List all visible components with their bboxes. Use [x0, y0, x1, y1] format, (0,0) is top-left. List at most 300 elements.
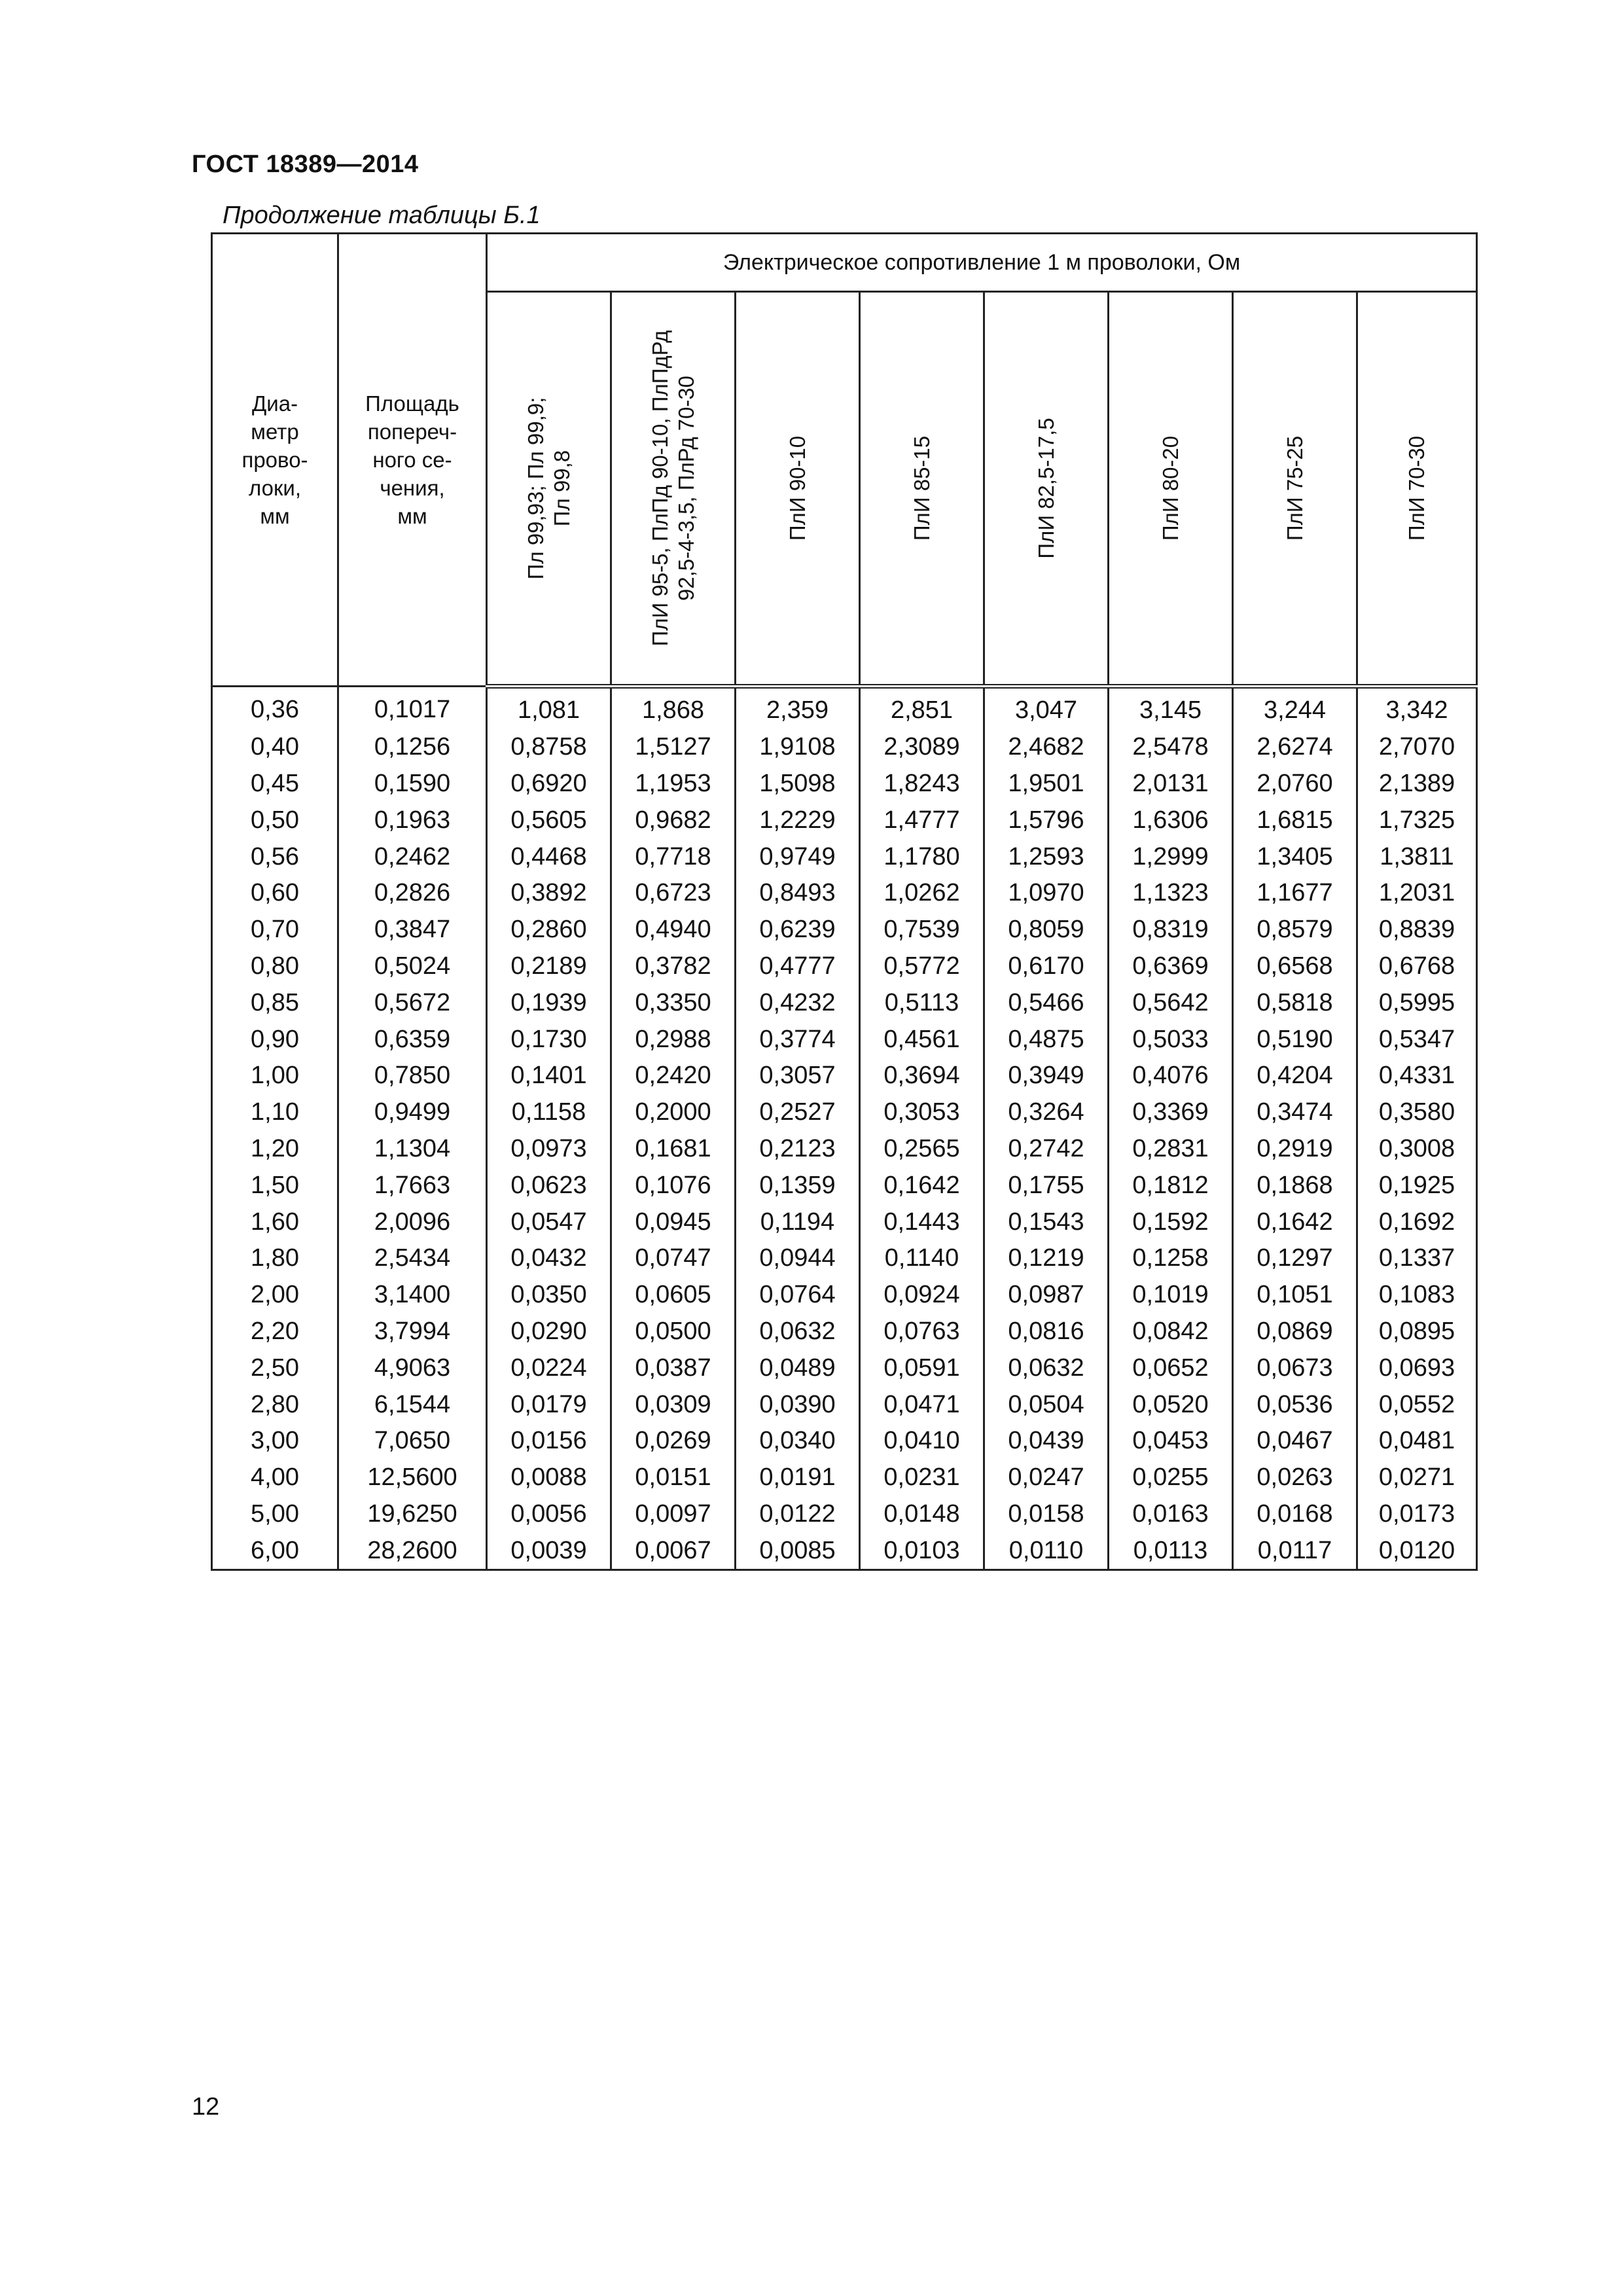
table-cell: 0,6170 [984, 948, 1109, 985]
table-row [212, 1094, 1477, 1131]
table-cell: 1,1677 [1233, 875, 1357, 912]
table-cell: 0,0191 [736, 1460, 860, 1496]
table-cell: 0,7850 [338, 1058, 487, 1094]
table-cell: 1,3405 [1233, 838, 1357, 875]
table-cell: 0,8579 [1233, 912, 1357, 948]
table-cell: 0,36 [212, 687, 338, 729]
header-alloy-line: ПлИ 90-10 [785, 435, 810, 541]
table-cell: 0,1297 [1233, 1240, 1357, 1277]
table-cell: 0,0632 [984, 1350, 1109, 1386]
table-cell: 0,0097 [611, 1496, 736, 1533]
header-alloy-label [785, 305, 811, 672]
header-area [338, 234, 487, 687]
table-cell: 1,868 [611, 687, 736, 729]
table-cell: 1,2229 [736, 802, 860, 838]
table-cell: 4,00 [212, 1460, 338, 1496]
header-alloy-line: ПлИ 95-5, ПлПд 90-10, ПлПдРд [647, 330, 672, 647]
table-cell: 2,359 [736, 687, 860, 729]
table-cell: 0,0489 [736, 1350, 860, 1386]
header-alloy-4 [860, 292, 984, 687]
table-cell: 0,0673 [1233, 1350, 1357, 1386]
table-row [212, 1204, 1477, 1240]
table-cell: 3,1400 [338, 1277, 487, 1314]
table-cell: 0,40 [212, 729, 338, 766]
table-cell: 0,0591 [860, 1350, 984, 1386]
table-cell: 0,1642 [1233, 1204, 1357, 1240]
table-cell: 6,00 [212, 1532, 338, 1570]
table-cell: 2,50 [212, 1350, 338, 1386]
table-row [212, 1386, 1477, 1423]
table-cell: 0,0173 [1357, 1496, 1477, 1533]
table-cell: 0,0039 [487, 1532, 611, 1570]
table-cell: 0,0168 [1233, 1496, 1357, 1533]
table-cell: 0,8493 [736, 875, 860, 912]
table-cell: 0,1681 [611, 1131, 736, 1168]
table-cell: 0,5033 [1109, 1021, 1233, 1058]
table-cell: 0,0340 [736, 1423, 860, 1460]
table-cell: 3,7994 [338, 1314, 487, 1350]
table-cell: 0,0290 [487, 1314, 611, 1350]
table-cell: 0,0764 [736, 1277, 860, 1314]
table-cell: 1,0262 [860, 875, 984, 912]
table-cell: 6,1544 [338, 1386, 487, 1423]
header-alloy-2 [611, 292, 736, 687]
table-cell: 1,081 [487, 687, 611, 729]
table-cell: 0,8839 [1357, 912, 1477, 948]
table-cell: 0,4076 [1109, 1058, 1233, 1094]
table-cell: 0,1812 [1109, 1167, 1233, 1204]
table-cell: 0,45 [212, 766, 338, 802]
table-row [212, 1423, 1477, 1460]
table-cell: 0,0471 [860, 1386, 984, 1423]
table-row [212, 912, 1477, 948]
table-cell: 0,1359 [736, 1167, 860, 1204]
table-cell: 19,6250 [338, 1496, 487, 1533]
table-cell: 0,4468 [487, 838, 611, 875]
table-cell: 0,6920 [487, 766, 611, 802]
table-cell: 0,4204 [1233, 1058, 1357, 1094]
table-caption: Продолжение таблицы Б.1 [223, 202, 541, 229]
table-cell: 0,1939 [487, 984, 611, 1021]
header-alloy-label [1033, 305, 1060, 672]
table-cell: 2,0131 [1109, 766, 1233, 802]
header-area-line: попереч- [367, 420, 457, 444]
header-alloy-3 [736, 292, 860, 687]
table-cell: 0,9499 [338, 1094, 487, 1131]
table-cell: 1,0970 [984, 875, 1109, 912]
header-area-line: мм [397, 504, 427, 528]
table-cell: 2,6274 [1233, 729, 1357, 766]
header-alloy-line: Пл 99,8 [549, 450, 574, 527]
table-cell: 0,5347 [1357, 1021, 1477, 1058]
header-area-line: Площадь [365, 391, 459, 416]
table-cell: 0,1642 [860, 1167, 984, 1204]
table-cell: 2,851 [860, 687, 984, 729]
table-row [212, 1131, 1477, 1168]
table-cell: 0,6723 [611, 875, 736, 912]
table-cell: 2,0096 [338, 1204, 487, 1240]
table-cell: 0,2831 [1109, 1131, 1233, 1168]
table-cell: 0,5024 [338, 948, 487, 985]
table-cell: 0,0547 [487, 1204, 611, 1240]
header-diameter-line: Диа- [251, 391, 298, 416]
table-cell: 1,1953 [611, 766, 736, 802]
table-cell: 0,0467 [1233, 1423, 1357, 1460]
table-cell: 0,0110 [984, 1532, 1109, 1570]
table-cell: 0,6359 [338, 1021, 487, 1058]
header-alloy-7 [1233, 292, 1357, 687]
header-alloy-line: 92,5-4-3,5, ПлРд 70-30 [673, 376, 698, 601]
table-cell: 0,0439 [984, 1423, 1109, 1460]
table-cell: 0,0120 [1357, 1532, 1477, 1570]
table-cell: 0,2189 [487, 948, 611, 985]
table-cell: 0,1963 [338, 802, 487, 838]
table-cell: 0,0056 [487, 1496, 611, 1533]
page-number: 12 [192, 2093, 220, 2121]
table-cell: 1,10 [212, 1094, 338, 1131]
table-cell: 1,2593 [984, 838, 1109, 875]
table-cell: 0,5995 [1357, 984, 1477, 1021]
table-cell: 1,1323 [1109, 875, 1233, 912]
table-cell: 0,0973 [487, 1131, 611, 1168]
table-cell: 0,0067 [611, 1532, 736, 1570]
table-cell: 0,80 [212, 948, 338, 985]
header-alloy-line: ПлИ 85-15 [909, 435, 934, 541]
table-cell: 1,1780 [860, 838, 984, 875]
header-alloy-label [1404, 305, 1430, 672]
table-cell: 0,3580 [1357, 1094, 1477, 1131]
header-alloy-1 [487, 292, 611, 687]
table-cell: 0,7539 [860, 912, 984, 948]
header-alloy-line: ПлИ 75-25 [1282, 435, 1307, 541]
header-diameter [212, 234, 338, 687]
header-alloy-label [909, 305, 935, 672]
table-cell: 0,1019 [1109, 1277, 1233, 1314]
table-cell: 0,1755 [984, 1167, 1109, 1204]
table-cell: 0,5672 [338, 984, 487, 1021]
table-cell: 0,9749 [736, 838, 860, 875]
header-alloy-line: ПлИ 70-30 [1404, 435, 1429, 541]
table-cell: 0,3847 [338, 912, 487, 948]
table-cell: 0,5605 [487, 802, 611, 838]
table-cell: 0,0504 [984, 1386, 1109, 1423]
table-cell: 0,70 [212, 912, 338, 948]
table-cell: 0,1051 [1233, 1277, 1357, 1314]
table-cell: 0,2462 [338, 838, 487, 875]
table-cell: 1,5098 [736, 766, 860, 802]
table-cell: 0,0605 [611, 1277, 736, 1314]
table-cell: 0,0085 [736, 1532, 860, 1570]
table-cell: 0,1443 [860, 1204, 984, 1240]
table-cell: 7,0650 [338, 1423, 487, 1460]
table-cell: 0,4777 [736, 948, 860, 985]
table-cell: 0,0309 [611, 1386, 736, 1423]
table-cell: 0,2000 [611, 1094, 736, 1131]
table-cell: 0,60 [212, 875, 338, 912]
header-resistance-group: Электрическое сопротивление 1 м проволоки, Ом [487, 234, 1477, 292]
table-cell: 0,0987 [984, 1277, 1109, 1314]
table-cell: 0,0350 [487, 1277, 611, 1314]
table-row [212, 1021, 1477, 1058]
table-cell: 0,0088 [487, 1460, 611, 1496]
table-cell: 0,1543 [984, 1204, 1109, 1240]
table-cell: 0,4232 [736, 984, 860, 1021]
table-cell: 0,3949 [984, 1058, 1109, 1094]
table-cell: 2,20 [212, 1314, 338, 1350]
table-cell: 0,3782 [611, 948, 736, 985]
table-cell: 0,0271 [1357, 1460, 1477, 1496]
table-cell: 0,1219 [984, 1240, 1109, 1277]
table-cell: 0,1592 [1109, 1204, 1233, 1240]
table-cell: 0,1692 [1357, 1204, 1477, 1240]
header-alloy-5 [984, 292, 1109, 687]
table-cell: 0,1337 [1357, 1240, 1477, 1277]
table-cell: 0,4940 [611, 912, 736, 948]
table-cell: 0,0158 [984, 1496, 1109, 1533]
table-cell: 0,56 [212, 838, 338, 875]
table-cell: 0,1401 [487, 1058, 611, 1094]
table-cell: 0,0163 [1109, 1496, 1233, 1533]
header-alloy-label [647, 305, 700, 672]
table-row [212, 766, 1477, 802]
table-cell: 0,0387 [611, 1350, 736, 1386]
table-cell: 0,8059 [984, 912, 1109, 948]
table-cell: 0,3264 [984, 1094, 1109, 1131]
table-row [212, 1058, 1477, 1094]
header-alloy-label [1282, 305, 1308, 672]
table-cell: 0,90 [212, 1021, 338, 1058]
table-cell: 0,0453 [1109, 1423, 1233, 1460]
table-cell: 1,9501 [984, 766, 1109, 802]
table-cell: 0,5466 [984, 984, 1109, 1021]
table-cell: 0,1925 [1357, 1167, 1477, 1204]
table-cell: 0,0895 [1357, 1314, 1477, 1350]
table-cell: 0,0944 [736, 1240, 860, 1277]
header-diameter-line: локи, [248, 476, 302, 500]
table-cell: 0,0869 [1233, 1314, 1357, 1350]
table-cell: 3,00 [212, 1423, 338, 1460]
table-cell: 0,0117 [1233, 1532, 1357, 1570]
table-cell: 2,0760 [1233, 766, 1357, 802]
table-cell: 0,0263 [1233, 1460, 1357, 1496]
table-cell: 0,0247 [984, 1460, 1109, 1496]
table-cell: 0,1258 [1109, 1240, 1233, 1277]
table-cell: 5,00 [212, 1496, 338, 1533]
table-cell: 1,7325 [1357, 802, 1477, 838]
table-cell: 0,2826 [338, 875, 487, 912]
table-row [212, 1496, 1477, 1533]
table-cell: 0,2860 [487, 912, 611, 948]
table-cell: 0,1590 [338, 766, 487, 802]
table-cell: 0,0156 [487, 1423, 611, 1460]
table-cell: 1,5127 [611, 729, 736, 766]
header-alloy-6 [1109, 292, 1233, 687]
table-cell: 0,0842 [1109, 1314, 1233, 1350]
table-row [212, 1532, 1477, 1570]
header-area-line: чения, [380, 476, 445, 500]
table-cell: 0,3694 [860, 1058, 984, 1094]
table-cell: 0,0410 [860, 1423, 984, 1460]
header-diameter-line: мм [260, 504, 290, 528]
table-cell: 0,6768 [1357, 948, 1477, 985]
table-cell: 0,0224 [487, 1350, 611, 1386]
header-alloy-8 [1357, 292, 1477, 687]
table-cell: 0,0148 [860, 1496, 984, 1533]
header-alloy-label [523, 305, 575, 672]
table-cell: 0,85 [212, 984, 338, 1021]
table-cell: 0,2527 [736, 1094, 860, 1131]
table-cell: 0,0520 [1109, 1386, 1233, 1423]
table-cell: 0,1158 [487, 1094, 611, 1131]
table-cell: 1,9108 [736, 729, 860, 766]
table-cell: 3,342 [1357, 687, 1477, 729]
table-cell: 0,8758 [487, 729, 611, 766]
table-cell: 1,1304 [338, 1131, 487, 1168]
table-cell: 0,0763 [860, 1314, 984, 1350]
table-cell: 0,9682 [611, 802, 736, 838]
table-cell: 0,1256 [338, 729, 487, 766]
header-diameter-line: прово- [241, 448, 308, 472]
table-cell: 0,5818 [1233, 984, 1357, 1021]
table-cell: 0,1868 [1233, 1167, 1357, 1204]
table-cell: 0,5113 [860, 984, 984, 1021]
table-cell: 1,50 [212, 1167, 338, 1204]
table-cell: 0,0747 [611, 1240, 736, 1277]
table-cell: 0,6239 [736, 912, 860, 948]
table-cell: 1,20 [212, 1131, 338, 1168]
table-cell: 0,0536 [1233, 1386, 1357, 1423]
table-row [212, 1350, 1477, 1386]
table-cell: 1,6306 [1109, 802, 1233, 838]
table-cell: 0,0255 [1109, 1460, 1233, 1496]
table-cell: 0,2988 [611, 1021, 736, 1058]
table-cell: 0,1017 [338, 687, 487, 729]
table-cell: 0,0103 [860, 1532, 984, 1570]
table-cell: 1,5796 [984, 802, 1109, 838]
table-cell: 0,1076 [611, 1167, 736, 1204]
table-cell: 0,0693 [1357, 1350, 1477, 1386]
table-cell: 0,7718 [611, 838, 736, 875]
header-alloy-line: ПлИ 82,5-17,5 [1033, 418, 1058, 559]
table-cell: 0,3892 [487, 875, 611, 912]
table-cell: 0,2123 [736, 1131, 860, 1168]
table-cell: 1,60 [212, 1204, 338, 1240]
table-cell: 2,1389 [1357, 766, 1477, 802]
table-row [212, 1240, 1477, 1277]
table-cell: 1,2999 [1109, 838, 1233, 875]
table-cell: 0,0122 [736, 1496, 860, 1533]
table-cell: 0,1140 [860, 1240, 984, 1277]
table-cell: 0,2742 [984, 1131, 1109, 1168]
table-cell: 2,80 [212, 1386, 338, 1423]
table-cell: 28,2600 [338, 1532, 487, 1570]
header-alloy-line: ПлИ 80-20 [1158, 435, 1183, 541]
table-cell: 0,6369 [1109, 948, 1233, 985]
table-cell: 0,0552 [1357, 1386, 1477, 1423]
table-cell: 0,3350 [611, 984, 736, 1021]
table-row [212, 1460, 1477, 1496]
table-cell: 1,3811 [1357, 838, 1477, 875]
table-cell: 0,5772 [860, 948, 984, 985]
table-cell: 0,8319 [1109, 912, 1233, 948]
table-cell: 1,2031 [1357, 875, 1477, 912]
table-cell: 0,0390 [736, 1386, 860, 1423]
header-area-line: ного се- [372, 448, 452, 472]
table-cell: 0,5642 [1109, 984, 1233, 1021]
table-cell: 12,5600 [338, 1460, 487, 1496]
table-cell: 0,1083 [1357, 1277, 1477, 1314]
table-cell: 0,2565 [860, 1131, 984, 1168]
table-cell: 0,2420 [611, 1058, 736, 1094]
table-cell: 2,5478 [1109, 729, 1233, 766]
header-alloy-line: Пл 99,93; Пл 99,9; [523, 397, 548, 580]
table-cell: 0,3008 [1357, 1131, 1477, 1168]
table-cell: 3,047 [984, 687, 1109, 729]
table-cell: 2,4682 [984, 729, 1109, 766]
table-cell: 0,3053 [860, 1094, 984, 1131]
header-alloy-label [1158, 305, 1184, 672]
table-row [212, 984, 1477, 1021]
table-cell: 2,7070 [1357, 729, 1477, 766]
table-cell: 0,6568 [1233, 948, 1357, 985]
table-row [212, 687, 1477, 729]
table-cell: 0,50 [212, 802, 338, 838]
table-cell: 0,3057 [736, 1058, 860, 1094]
table-row [212, 1277, 1477, 1314]
table-cell: 0,0924 [860, 1277, 984, 1314]
table-row [212, 729, 1477, 766]
table-cell: 1,00 [212, 1058, 338, 1094]
table-cell: 3,244 [1233, 687, 1357, 729]
table-cell: 4,9063 [338, 1350, 487, 1386]
table-cell: 0,1194 [736, 1204, 860, 1240]
header-diameter-line: метр [251, 420, 299, 444]
table-cell: 0,3369 [1109, 1094, 1233, 1131]
table-row [212, 1167, 1477, 1204]
table-cell: 0,0269 [611, 1423, 736, 1460]
table-row [212, 838, 1477, 875]
table-cell: 0,0113 [1109, 1532, 1233, 1570]
table-cell: 0,4875 [984, 1021, 1109, 1058]
table-cell: 1,8243 [860, 766, 984, 802]
table-cell: 0,3474 [1233, 1094, 1357, 1131]
table-cell: 0,0945 [611, 1204, 736, 1240]
table-cell: 0,0500 [611, 1314, 736, 1350]
table-cell: 0,0179 [487, 1386, 611, 1423]
table-cell: 0,0231 [860, 1460, 984, 1496]
table-cell: 0,0623 [487, 1167, 611, 1204]
table-cell: 0,0632 [736, 1314, 860, 1350]
table-cell: 1,4777 [860, 802, 984, 838]
table-cell: 2,5434 [338, 1240, 487, 1277]
document-header: ГОСТ 18389—2014 [192, 151, 419, 178]
table-cell: 3,145 [1109, 687, 1233, 729]
table-cell: 1,6815 [1233, 802, 1357, 838]
table-cell: 0,4561 [860, 1021, 984, 1058]
table-cell: 1,7663 [338, 1167, 487, 1204]
table-row [212, 875, 1477, 912]
table-cell: 2,3089 [860, 729, 984, 766]
table-cell: 1,80 [212, 1240, 338, 1277]
table-cell: 0,0151 [611, 1460, 736, 1496]
table-cell: 2,00 [212, 1277, 338, 1314]
table-row [212, 1314, 1477, 1350]
table-cell: 0,4331 [1357, 1058, 1477, 1094]
table-row [212, 802, 1477, 838]
table-cell: 0,2919 [1233, 1131, 1357, 1168]
resistance-table [211, 232, 1478, 1571]
table-row [212, 948, 1477, 985]
